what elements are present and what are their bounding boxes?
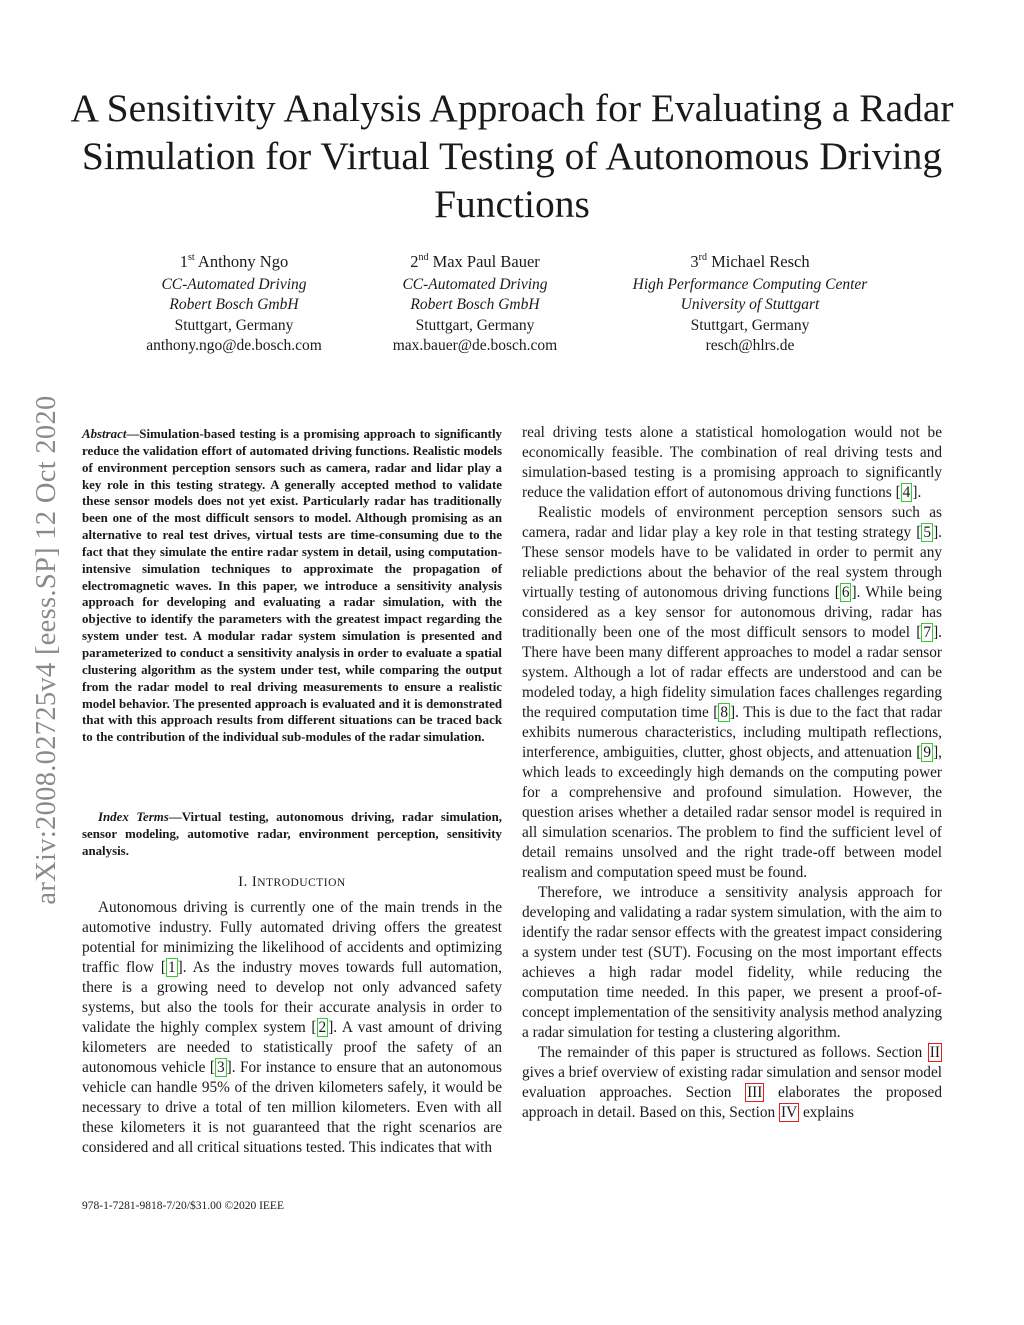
- citation-link[interactable]: 7: [923, 624, 932, 641]
- section-link[interactable]: IV: [781, 1104, 798, 1121]
- author-org: University of Stuttgart: [680, 296, 820, 314]
- section-link[interactable]: III: [747, 1084, 763, 1101]
- paragraph: Autonomous driving is currently one of the main trends in the automotive industry. Fully automated driving offers the greatest potential for minimizing the likelihood of accidents and optimizing traffic flow [ 1 ]. As the industry moves towards full automation, there is a growing need to develop not only advanced safety systems, but also the tools for their accurate analysis in order to validate the highly complex system [ 2 ]. A vast amount of driving kilometers are needed to statistically proof the safety of an autonomous vehicle [ 3 ]. For instance to ensure that an autonomous vehicle can handle 95% of the driven kilometers safely, it would be necessary to drive a total of ten million kilometers. Even with all these kilometers it is not guaranteed that the right scenarios are considered and all critical situations tested. This indicates that with: [82, 899, 502, 1156]
- citation-link[interactable]: 1: [168, 959, 176, 976]
- abstract: Abstract—Simulation-based testing is a promising approach to significantly reduce the validation effort of automated driving functions. Realistic models of environment perception sensors such as camera, radar and lidar play a key role in this testing strategy. A generally accepted method to validate these sensor models does not yet exist. Particularly radar has traditionally been one of the most difficult sensors to model. Although promising as an alternative to real test drives, virtual tests are time-consuming due to the fact that they simulate the entire radar system in detail, using computation-intensive simulation techniques to approximate the propagation of electromagnetic waves. In this paper, we introduce a sensitivity analysis approach for developing and evaluating a radar simulation, with the objective to identify the parameters with the greatest impact regarding the system under test. A modular radar system simulation is presented and parameterized to conduct a sensitivity analysis in order to evaluate a spatial clustering algorithm as the system under test, while comparing the output from the radar model to real driving measurements to ensure a realistic model behavior. The presented approach is evaluated and it is demonstrated that with this approach results from different situations can be traced back to the contribution of the individual sub-modules of the radar simulation.: [82, 427, 502, 745]
- abstract-text: Simulation-based testing is a promising approach to significantly reduce the validation effort of automated driving functions. Realistic models of environment perception sensors such as camera, radar and lidar play a key role in this testing strategy. A generally accepted method to validate these sensor models does not yet exist. Particularly radar has traditionally been one of the most difficult sensors to model. Although promising as an alternative to real test drives, virtual tests are time-consuming due to the fact that they simulate the entire radar system in detail, using computation-intensive simulation techniques to approximate the propagation of electromagnetic waves. In this paper, we introduce a sensitivity analysis approach for developing and evaluating a radar simulation, with the objective to identify the parameters with the greatest impact regarding the system under test. A modular radar system simulation is presented and parameterized to conduct a sensitivity analysis in order to evaluate a spatial clustering algorithm as the system under test, while comparing the output from the radar model to real driving measurements to ensure a realistic model behavior. The presented approach is evaluated and it is demonstrated that with this approach results from different situations can be traced back to the contribution of the individual sub-modules of the radar simulation.: [82, 427, 502, 745]
- paragraph: Realistic models of environment perception sensors such as camera, radar and lidar play a key role in that testing strategy [ 5 ]. These sensor models have to be validated in order to permit any reliable predictions about the behavior of the real system through virtually testing of autonomous driving functions [ 6 ]. While being considered as a key sensor for autonomous driving, radar has traditionally been one of the most difficult sensors to model [ 7 ]. There have been many different approaches to model a radar sensor system. Although a lot of radar effects are understood and can be modeled today, a high fidelity simulation faces challenges regarding the required computation time [ 8 ]. This is due to the fact that radar exhibits numerous characteristics, including multipath reflections, interference, ambiguities, clutter, ghost objects, and attenuation [ 9 ], which leads to exceedingly high demands on the computing power for a comprehensive and profound simulation. However, the question arises whether a detailed radar sensor model is required in all simulation scenarios. The problem to find the sufficient level of detail remains unsolved and the right trade-off between model realism and computation speed must be found.: [522, 504, 942, 881]
- author-dept: CC-Automated Driving: [161, 275, 307, 293]
- author-city: Stuttgart, Germany: [174, 316, 294, 334]
- author-org: Robert Bosch GmbH: [410, 296, 540, 314]
- author-name: 1st Anthony Ngo: [179, 252, 289, 271]
- author-city: Stuttgart, Germany: [690, 316, 810, 334]
- author-org: Robert Bosch GmbH: [169, 296, 299, 314]
- citation-link[interactable]: 2: [318, 1019, 327, 1036]
- citation-link[interactable]: 6: [841, 584, 850, 601]
- citation-link[interactable]: 5: [923, 524, 932, 541]
- citation-link[interactable]: 4: [902, 484, 911, 501]
- citation-link[interactable]: 8: [720, 704, 729, 721]
- author-email[interactable]: resch@hlrs.de: [705, 337, 795, 355]
- copyright-footer: 978-1-7281-9818-7/20/$31.00 ©2020 IEEE: [82, 1200, 284, 1212]
- section-heading-introduction: I. INTRODUCTION: [238, 874, 346, 890]
- index-terms-label: Index Terms: [98, 810, 169, 824]
- citation-link[interactable]: 9: [923, 744, 932, 761]
- paper-title: A Sensitivity Analysis Approach for Evaluating a Radar Simulation for Virtual Testing of Autonomous Driving Functions: [70, 86, 954, 226]
- author-block-2: [360, 248, 590, 357]
- arxiv-side-stamp: arXiv:2008.02725v4 [eess.SP] 12 Oct 2020: [31, 395, 62, 905]
- author-block-3: [600, 248, 900, 357]
- author-dept: CC-Automated Driving: [402, 275, 548, 293]
- author-email[interactable]: anthony.ngo@de.bosch.com: [146, 337, 322, 355]
- index-terms-text: Virtual testing, autonomous driving, radar simulation, sensor modeling, automotive radar, environment perception, sensitivity analysis.: [82, 810, 502, 858]
- author-dept: High Performance Computing Center: [632, 275, 868, 293]
- author-city: Stuttgart, Germany: [415, 316, 535, 334]
- index-terms: Index Terms—Virtual testing, autonomous driving, radar simulation, sensor modeling, automotive radar, environment perception, sensitivity analysis.: [82, 810, 502, 858]
- author-name: 2nd Max Paul Bauer: [410, 252, 540, 271]
- author-email[interactable]: max.bauer@de.bosch.com: [392, 337, 558, 355]
- paragraph: Therefore, we introduce a sensitivity analysis approach for developing and validating a radar system simulation, with the aim to identify the radar sensor effects with the greatest impact considering a system under test (SUT). Focusing on the most important effects achieves a high radar model fidelity, while reducing the computation time needed. In this paper, we present a proof-of-concept implementation of the sensitivity analysis method analyzing a radar simulation for testing a clustering algorithm.: [522, 884, 942, 1041]
- left-column-body: [82, 898, 502, 1158]
- right-column-body: [522, 423, 942, 1123]
- paragraph: The remainder of this paper is structured as follows. Section II gives a brief overview of existing radar simulation and sensor model evaluation approaches. Section III elaborates the proposed approach in detail. Based on this, Section IV explains: [522, 1044, 942, 1121]
- citation-link[interactable]: 3: [216, 1059, 225, 1076]
- author-block-1: [112, 248, 356, 357]
- section-link[interactable]: II: [929, 1044, 940, 1061]
- author-name: 3rd Michael Resch: [690, 252, 810, 271]
- paragraph: real driving tests alone a statistical homologation would not be economically feasible. The combination of real driving tests and simulation-based testing is a promising approach to significantly reduce the validation effort of autonomous driving functions [ 4 ].: [522, 424, 942, 501]
- abstract-label: Abstract: [82, 427, 127, 441]
